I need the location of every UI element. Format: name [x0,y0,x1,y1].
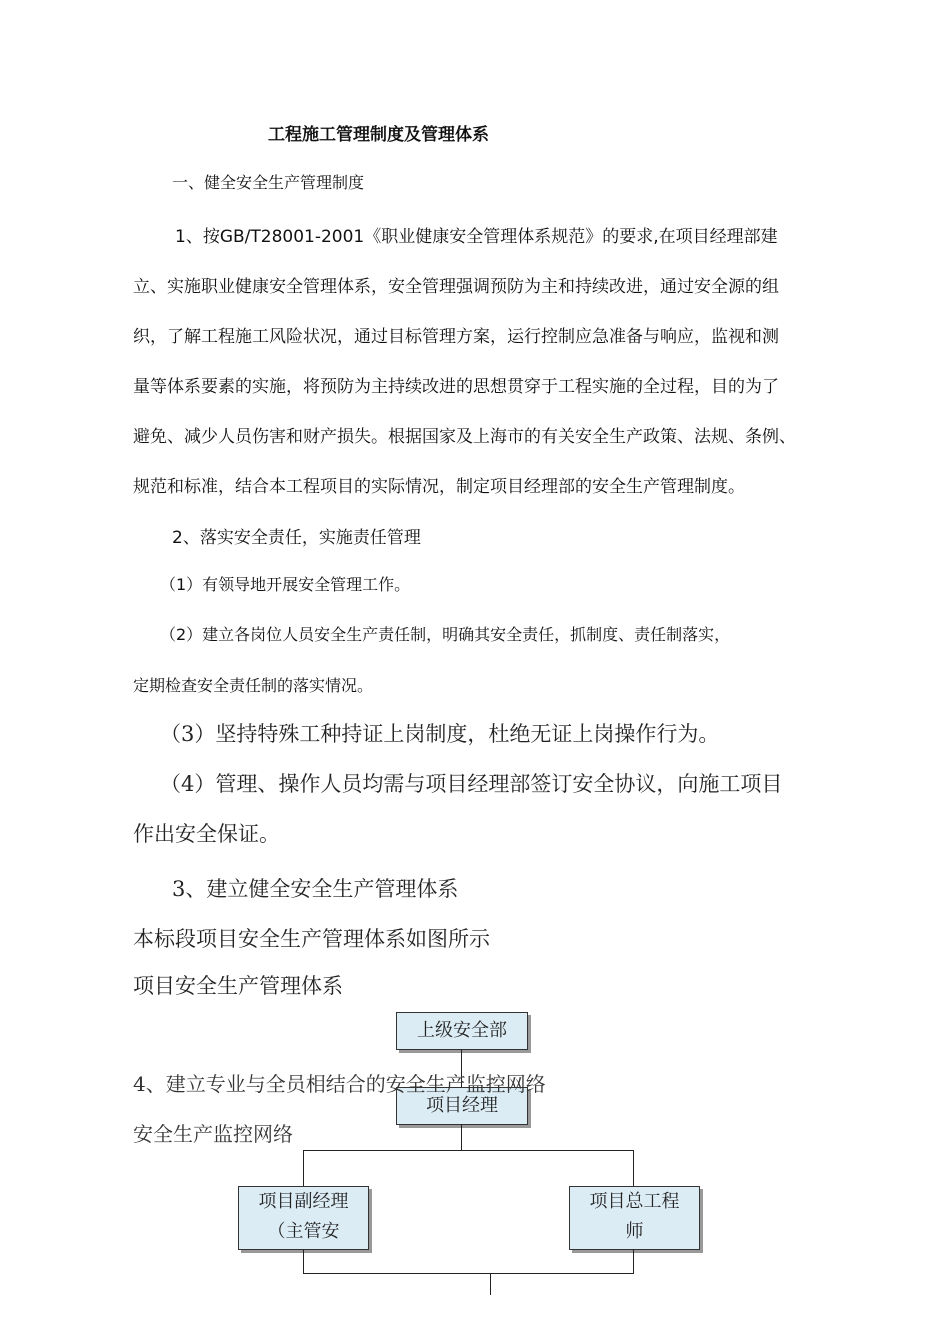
item3-caption: 项目安全生产管理体系 [133,974,343,998]
sub-item-3: （3）坚持特殊工种持证上岗制度，杜绝无证上岗操作行为。 [160,722,720,746]
connector-line [461,1124,462,1150]
connector-line [633,1150,634,1186]
item3-description: 本标段项目安全生产管理体系如图所示 [133,927,490,951]
item2-heading: 2、落实安全责任，实施责任管理 [172,528,421,548]
org-box-manager: 项目经理 [396,1087,528,1125]
sub-item-4-cont: 作出安全保证。 [133,822,280,846]
org-box-top: 上级安全部 [396,1012,528,1050]
paragraph-line: 1、按GB/T28001-2001《职业健康安全管理体系规范》的要求,在项目经理部建 [175,227,778,247]
box-line: 师 [625,1221,644,1242]
sub-item-2: （2）建立各岗位人员安全生产责任制，明确其安全责任，抓制度、责任制落实， [160,625,731,644]
connector-line [303,1150,304,1186]
org-box-deputy [238,1186,369,1250]
paragraph-line: 规范和标准，结合本工程项目的实际情况，制定项目经理部的安全生产管理制度。 [133,477,745,497]
box-line: 项目总工程 [589,1191,680,1212]
connector-line [303,1273,634,1274]
item4-heading: 4、建立专业与全员相结合的安全生产监控网络 [133,1072,546,1096]
connector-line [303,1150,634,1151]
box-line: （主管安 [267,1221,340,1242]
connector-line [303,1249,304,1273]
sub-item-4: （4）管理、操作人员均需与项目经理部签订安全协议，向施工项目 [160,772,783,796]
connector-line [490,1273,491,1295]
item3-heading: 3、建立健全安全生产管理体系 [172,877,459,901]
paragraph-line: 避免、减少人员伤害和财产损失。根据国家及上海市的有关安全生产政策、法规、条例、 [133,427,796,447]
section-heading: 一、健全安全生产管理制度 [172,173,365,192]
box-line: 项目副经理 [258,1191,349,1212]
connector-line [633,1249,634,1273]
paragraph-line: 量等体系要素的实施，将预防为主持续改进的思想贯穿于工程实施的全过程，目的为了 [133,377,779,397]
sub-item-2-cont: 定期检查安全责任制的落实情况。 [133,676,374,695]
page-title: 工程施工管理制度及管理体系 [268,125,489,145]
paragraph-line: 织，了解工程施工风险状况，通过目标管理方案，运行控制应急准备与响应，监视和测 [133,327,779,347]
item4-caption: 安全生产监控网络 [133,1122,293,1146]
paragraph-line: 立、实施职业健康安全管理体系，安全管理强调预防为主和持续改进，通过安全源的组 [133,277,779,297]
org-box-chief-engineer [569,1186,700,1250]
sub-item-1: （1）有领导地开展安全管理工作。 [160,575,411,594]
